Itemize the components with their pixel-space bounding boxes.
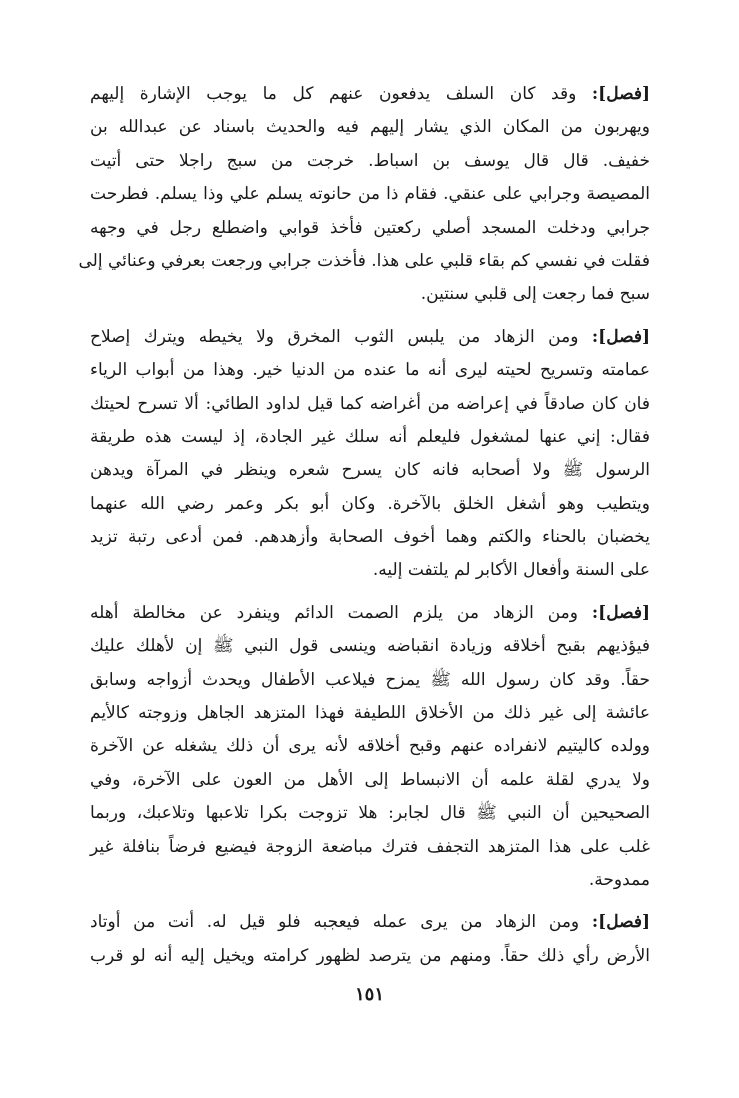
paragraph-4-line-1: ومن الزهاد من يرى عمله فيعجبه فلو قيل له. أنت من أوتاد: [90, 912, 580, 933]
paragraph-1-line-3: خفيف. قال قال يوسف بن اسباط. خرجت من سبج راجلا حتى أتيت: [90, 150, 650, 171]
paragraph-2-line-4: فقال: إني عنها لمشغول فليعلم أنه سلك غير الجادة، إذ ليست هذه طريقة: [90, 426, 650, 447]
paragraph-3-line-9: ممدوحة.: [588, 869, 650, 890]
paragraph-3-line-4: عائشة إلى غير ذلك من الأخلاق اللطيفة فهذا المتزهد الجاهل وزوجته كالأيم: [90, 703, 650, 724]
paragraph-4-line-2: الأرض رأي ذلك حقاً. ومنهم من يترصد لظهور كرامته ويخيل إليه أنه لو قرب: [90, 945, 650, 966]
paragraph-2-line-6: ويتطيب وهو أشغل الخلق بالآخرة. وكان أبو بكر وعمر رضي الله عنهما: [90, 493, 650, 514]
section-heading: [فصل]:: [591, 912, 650, 933]
paragraph-2: [90, 321, 650, 588]
paragraph-3-line-2: فيؤذيهم بقبح أخلاقه وزيادة انقباضه وينسى قول النبي ﷺ إن لأهلك عليك: [90, 636, 650, 657]
paragraph-3: [90, 597, 650, 898]
paragraph-2-line-7: يخضبان بالحناء والكتم وهما أخوف الصحابة وأزهدهم. فمن أدعى رتبة تزيد: [90, 527, 650, 548]
paragraph-1-line-2: ويهربون من المكان الذي يشار إليهم فيه والحديث باسناد عن عبدالله بن: [90, 117, 650, 138]
paragraph-1-line-4: المصيصة وجرابي على عنقي. فقام ذا من حانوته يسلم علي وذا يسلم. فطرحت: [90, 184, 650, 205]
page-number: ١٥١: [354, 984, 384, 1005]
paragraph-3-line-3: حقاً. وقد كان رسول الله ﷺ يمزح فيلاعب الأطفال ويحدث أزواجه وسابق: [90, 669, 650, 690]
section-heading: [فصل]:: [591, 84, 651, 104]
book-page-body: [78, 78, 651, 973]
paragraph-3-line-5: وولده كاليتيم لانفراده عنهم وقبح أخلاقه لأنه يرى أن ذلك يشغله عن الآخرة: [90, 736, 650, 757]
paragraph-1-line-7: سبح فما رجعت إلى قلبي سنتين.: [420, 284, 650, 305]
paragraph-3-line-6: ولا يدري لقلة علمه أن الانبساط إلى الأهل من العون على الآخرة، وفي: [90, 769, 650, 790]
paragraph-2-line-1: ومن الزهاد من يلبس الثوب المخرق ولا يخيطه ويترك إصلاح: [90, 326, 579, 347]
paragraph-2-line-3: فان كان صادقاً في إعراضه من أغراضه كما قيل لداود الطائي: ألا تسرح لحيتك: [90, 393, 650, 414]
paragraph-2-line-2: عمامته وتسريح لحيته ليرى أنه ما عنده من الدنيا خير. وهذا من أبواب الرياء: [90, 360, 650, 381]
paragraph-1-line-6: فقلت في نفسي كم بقاء قلبي على هذا. فأخذت جرابي ورجعت بعرفي وعنائي إلى: [78, 250, 650, 271]
paragraph-2-line-8: على السنة وأفعال الأكابر لم يلتفت إليه.: [372, 560, 650, 581]
paragraph-3-line-7: الصحيحين أن النبي ﷺ قال لجابر: هلا تزوجت بكرا تلاعبها وتلاعبك، وربما: [90, 803, 650, 824]
paragraph-3-line-8: غلب على هذا المتزهد التجفف فترك مباضعة الزوجة فيضيع فرضاً بنافلة غير: [90, 836, 650, 857]
paragraph-3-line-1: ومن الزهاد من يلزم الصمت الدائم وينفرد عن مخالطة أهله: [90, 602, 578, 623]
paragraph-4: [90, 906, 650, 973]
section-heading: [فصل]:: [591, 602, 650, 623]
paragraph-1: [78, 78, 651, 312]
paragraph-2-line-5: الرسول ﷺ ولا أصحابه فانه كان يسرح شعره وينظر في المرآة ويدهن: [90, 460, 650, 481]
paragraph-1-line-1: وقد كان السلف يدفعون عنهم كل ما يوجب الإشارة إليهم: [90, 84, 577, 104]
section-heading: [فصل]:: [591, 326, 650, 347]
paragraph-1-line-5: جرابي ودخلت المسجد أصلي ركعتين فأخذ قوابي واضطلع رجل في وجهه: [90, 217, 650, 238]
